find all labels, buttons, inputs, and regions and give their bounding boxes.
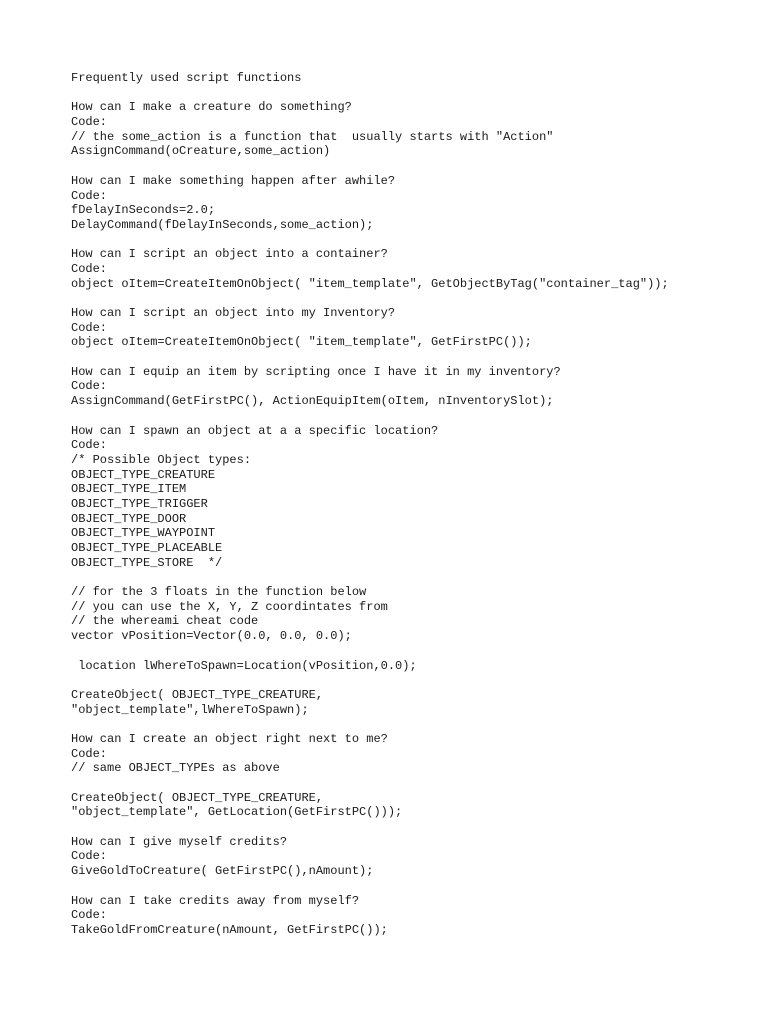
code-line: AssignCommand(GetFirstPC(), ActionEquipItem(oItem, nInventorySlot); xyxy=(71,394,554,409)
code-line: OBJECT_TYPE_TRIGGER xyxy=(71,496,208,511)
code-line: OBJECT_TYPE_CREATURE xyxy=(71,467,216,482)
spacer xyxy=(71,879,748,894)
code-line: // for the 3 floats in the function below xyxy=(71,585,367,600)
code-line: "object_template",lWhereToSpawn); xyxy=(71,702,309,717)
code-line: CreateObject( OBJECT_TYPE_CREATURE, xyxy=(71,790,324,805)
spacer xyxy=(71,673,748,688)
code-line: OBJECT_TYPE_DOOR xyxy=(71,511,187,526)
spacer xyxy=(71,350,748,365)
faq-question: How can I equip an item by scripting once I have it in my inventory? xyxy=(71,364,561,379)
spacer xyxy=(71,86,748,101)
code-line: "object_template", GetLocation(GetFirstPC())); xyxy=(71,805,403,820)
code-label: Code: xyxy=(71,849,108,864)
code-line: GiveGoldToCreature( GetFirstPC(),nAmount); xyxy=(71,864,374,879)
code-line: location lWhereToSpawn=Location(vPosition,0.0); xyxy=(71,658,417,673)
code-line: fDelayInSeconds=2.0; xyxy=(71,203,216,218)
code-line: OBJECT_TYPE_WAYPOINT xyxy=(71,526,216,541)
code-line: OBJECT_TYPE_PLACEABLE xyxy=(71,541,223,555)
faq-question: How can I create an object right next to me? xyxy=(71,731,388,746)
code-line: vector vPosition=Vector(0.0, 0.0, 0.0); xyxy=(71,629,352,644)
code-label: Code: xyxy=(71,438,108,453)
spacer xyxy=(71,159,748,174)
code-line: // the some_action is a function that usually starts with "Action" xyxy=(71,129,554,144)
code-line: object oItem=CreateItemOnObject( "item_template", GetObjectByTag("container_tag")); xyxy=(71,276,669,291)
spacer xyxy=(71,409,748,424)
code-line: CreateObject( OBJECT_TYPE_CREATURE, xyxy=(71,687,324,702)
spacer xyxy=(71,717,748,732)
spacer xyxy=(71,644,748,659)
code-label: Code: xyxy=(71,908,108,923)
document-title: Frequently used script functions xyxy=(71,71,302,85)
spacer xyxy=(71,233,748,248)
spacer xyxy=(71,820,748,835)
faq-question: How can I spawn an object at a a specific location? xyxy=(71,423,439,438)
code-line: AssignCommand(oCreature,some_action) xyxy=(71,144,331,159)
faq-question: How can I make something happen after awhile? xyxy=(71,173,396,188)
code-line: /* Possible Object types: xyxy=(71,452,252,467)
spacer xyxy=(71,291,748,306)
faq-question: How can I make a creature do something? xyxy=(71,100,352,115)
faq-question: How can I script an object into a container? xyxy=(71,247,388,262)
code-line: OBJECT_TYPE_ITEM xyxy=(71,482,187,497)
faq-question: How can I give myself credits? xyxy=(71,834,288,849)
code-line: // the whereami cheat code xyxy=(71,614,259,629)
code-line: object oItem=CreateItemOnObject( "item_template", GetFirstPC()); xyxy=(71,335,532,350)
code-label: Code: xyxy=(71,379,108,394)
spacer xyxy=(71,570,748,585)
code-label: Code: xyxy=(71,115,108,130)
code-label: Code: xyxy=(71,320,108,335)
code-line: TakeGoldFromCreature(nAmount, GetFirstPC()); xyxy=(71,922,388,937)
code-label: Code: xyxy=(71,261,108,276)
document-page xyxy=(71,71,748,938)
code-label: Code: xyxy=(71,746,108,761)
faq-question: How can I script an object into my Inventory? xyxy=(71,306,396,320)
spacer xyxy=(71,776,748,791)
code-line: OBJECT_TYPE_STORE */ xyxy=(71,555,223,570)
code-label: Code: xyxy=(71,188,108,203)
code-line: // same OBJECT_TYPEs as above xyxy=(71,761,280,776)
faq-question: How can I take credits away from myself? xyxy=(71,893,360,908)
code-line: // you can use the X, Y, Z coordintates from xyxy=(71,599,388,614)
code-line: DelayCommand(fDelayInSeconds,some_action); xyxy=(71,217,374,232)
faq-sections xyxy=(71,86,748,938)
